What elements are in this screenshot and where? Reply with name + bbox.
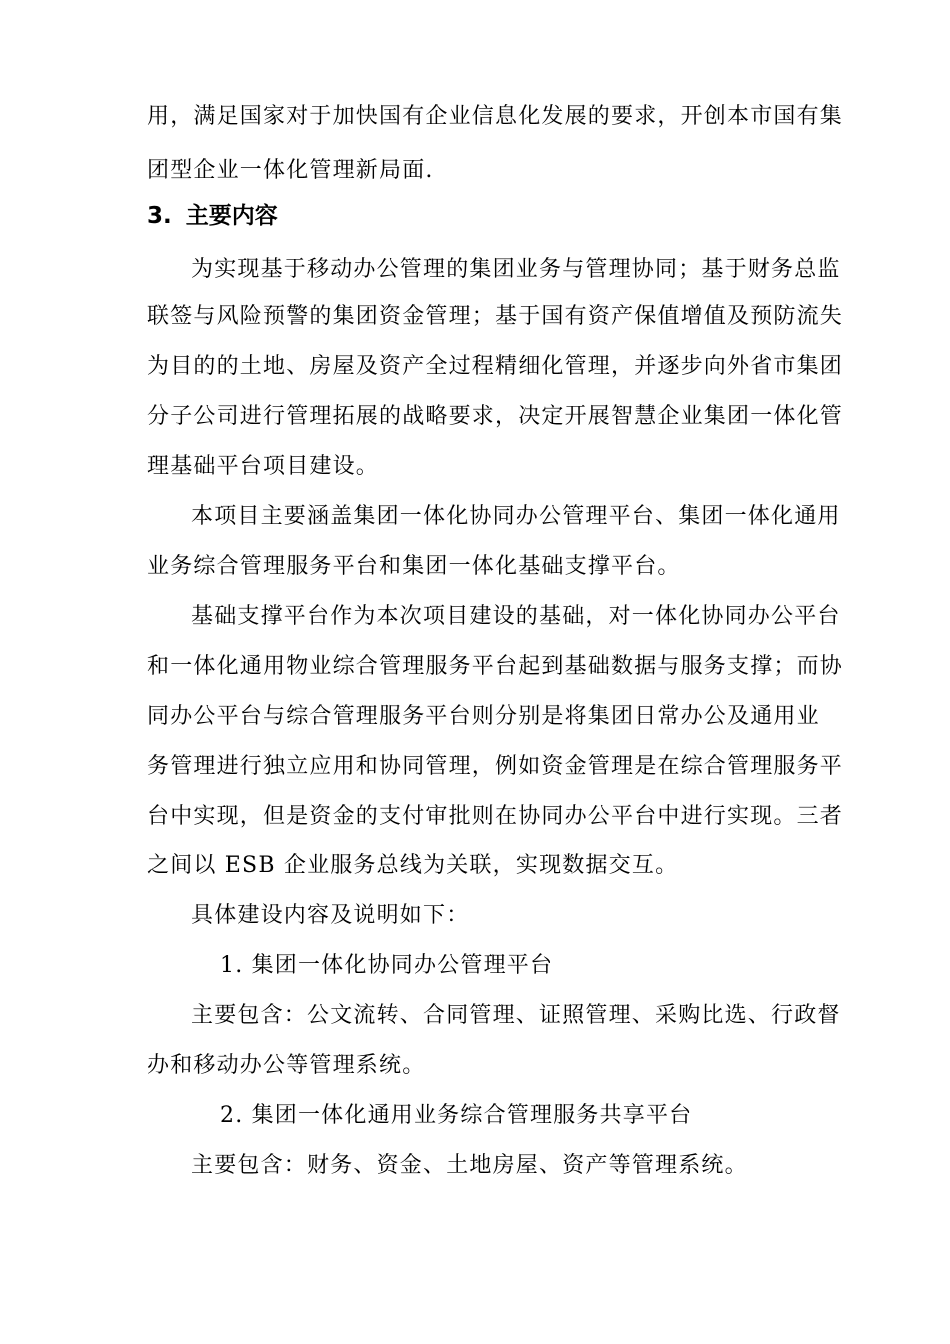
paragraph-line: 业务综合管理服务平台和集团一体化基础支撑平台。 [147,554,681,579]
paragraph-line: 台中实现，但是资金的支付审批则在协同办公平台中进行实现。三者 [147,804,844,829]
paragraph-line: 办和移动办公等管理系统。 [147,1053,426,1078]
paragraph-line: 基础支撑平台作为本次项目建设的基础，对一体化协同办公平台 [191,604,841,629]
paragraph-line: 理基础平台项目建设。 [147,454,380,479]
list-item-title: 1. 集团一体化协同办公管理平台 [220,953,554,978]
paragraph-line: 为实现基于移动办公管理的集团业务与管理协同；基于财务总监 [191,257,841,282]
section-number: 3. [147,203,172,229]
paragraph-line: 具体建设内容及说明如下： [191,903,470,928]
paragraph-line: 分子公司进行管理拓展的战略要求，决定开展智慧企业集团一体化管 [147,404,844,429]
paragraph-line: 本项目主要涵盖集团一体化协同办公管理平台、集团一体化通用 [191,504,841,529]
paragraph-line: 为目的的土地、房屋及资产全过程精细化管理，并逐步向外省市集团 [147,354,844,379]
section-title: 主要内容 [185,203,278,229]
section-heading [147,201,827,231]
paragraph-line: 之间以 ESB 企业服务总线为关联，实现数据交互。 [147,853,679,878]
paragraph-line: 团型企业一体化管理新局面. [147,158,434,183]
paragraph-line: 用，满足国家对于加快国有企业信息化发展的要求，开创本市国有集 [147,104,844,129]
paragraph-line: 主要包含：财务、资金、土地房屋、资产等管理系统。 [191,1153,748,1178]
list-item-title: 2. 集团一体化通用业务综合管理服务共享平台 [220,1103,693,1128]
paragraph-line: 务管理进行独立应用和协同管理，例如资金管理是在综合管理服务平 [147,754,844,779]
paragraph-line: 主要包含：公文流转、合同管理、证照管理、采购比选、行政督 [191,1003,841,1028]
paragraph-line: 联签与风险预警的集团资金管理；基于国有资产保值增值及预防流失 [147,304,844,329]
paragraph-line: 和一体化通用物业综合管理服务平台起到基础数据与服务支撑；而协 [147,654,844,679]
paragraph-line: 同办公平台与综合管理服务平台则分别是将集团日常办公及通用业 [147,704,820,729]
